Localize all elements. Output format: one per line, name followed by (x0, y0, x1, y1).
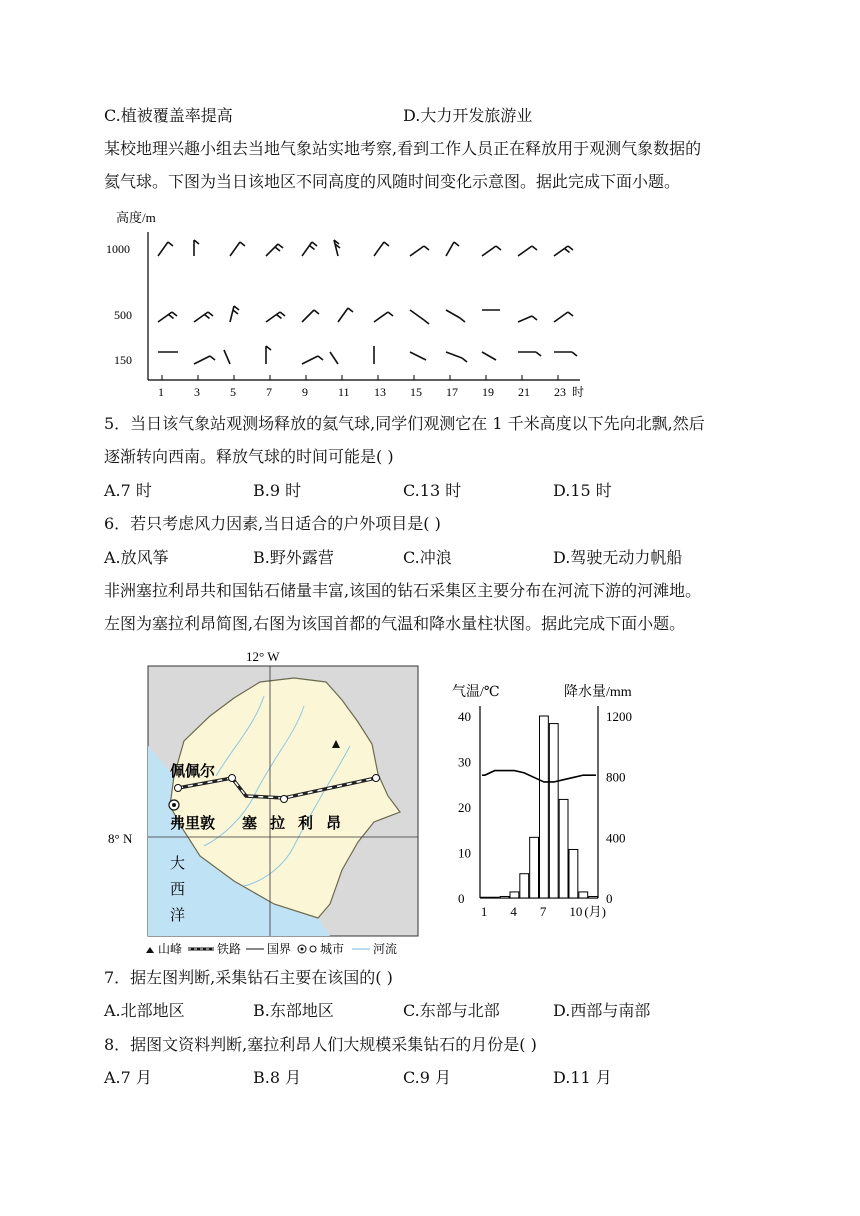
wind-barb (554, 352, 577, 356)
month-tick-label: 1 (480, 904, 488, 919)
precip-bar (559, 799, 568, 898)
wind-barb (338, 308, 353, 322)
option-d: D.大力开发旅游业 (403, 106, 533, 125)
legend-peak: 山峰 (158, 942, 183, 956)
wind-x-tick-label: 9 (302, 385, 308, 399)
precip-tick-label: 800 (606, 769, 626, 785)
wind-barb (518, 352, 541, 356)
wind-x-tick-label: 3 (194, 385, 200, 399)
precip-tick-label: 1200 (606, 709, 632, 724)
wind-barb (554, 312, 573, 322)
wind-barb (230, 306, 239, 322)
wind-barb (266, 346, 271, 364)
temp-axis-title: 气温/℃ (452, 685, 500, 700)
q6-option-b: B.野外露营 (253, 548, 334, 567)
wind-barb (224, 350, 230, 364)
wind-barb (302, 310, 319, 322)
wind-barb (482, 352, 496, 360)
wind-x-tick-label: 21 (518, 385, 530, 399)
wind-y-axis-title: 高度/m (116, 210, 156, 225)
wind-barb (518, 316, 537, 322)
precip-bar (481, 897, 490, 898)
precip-bar (500, 896, 509, 898)
wind-barb (410, 246, 429, 256)
ocean-name-char: 洋 (170, 908, 186, 924)
wind-barb (194, 356, 215, 364)
wind-barb (518, 246, 537, 256)
wind-x-unit: 时 (572, 385, 585, 399)
temp-tick-label: 30 (458, 754, 471, 770)
wind-barb (410, 310, 429, 324)
q5-line1: 5．当日该气象站观测场释放的氦气球,同学们观测它在 1 千米高度以下先向北飘,然后 (104, 414, 705, 433)
temp-tick-label: 20 (458, 800, 471, 815)
country-name-char: 塞 (242, 816, 258, 832)
wind-y-tick: 1000 (106, 242, 130, 256)
wind-x-tick-label: 7 (266, 385, 272, 399)
precip-bar (540, 716, 549, 898)
q6-stem: 6．若只考虑风力因素,当日适合的户外项目是( ) (104, 514, 441, 533)
q8-option-c: C.9 月 (403, 1068, 452, 1087)
wind-barb (330, 352, 338, 364)
wind-barb (446, 310, 465, 322)
wind-x-tick-label: 23 (554, 385, 566, 399)
wind-barb (410, 352, 426, 360)
precip-bar (530, 837, 539, 898)
precip-bar (569, 849, 578, 898)
city-peipeier: 佩佩尔 (170, 764, 216, 780)
precip-bar (510, 892, 519, 898)
wind-barb (302, 356, 323, 364)
longitude-label: 12° W (246, 649, 280, 664)
q5-line2: 逐渐转向西南。释放气球的时间可能是( ) (104, 447, 394, 466)
legend-railway: 铁路 (217, 942, 242, 956)
ocean-name-char: 西 (170, 882, 186, 898)
option-c: C.植被覆盖率提高 (104, 106, 233, 125)
precip-bar (589, 896, 598, 898)
month-tick-label: 7 (539, 904, 547, 919)
wind-y-tick: 150 (114, 353, 132, 367)
wind-barb (158, 312, 177, 322)
q8-option-a: A.7 月 (104, 1068, 152, 1087)
month-tick-label: 4 (510, 904, 517, 919)
precip-bar (490, 897, 499, 898)
climate-chart (450, 676, 670, 926)
q6-option-a: A.放风筝 (104, 548, 169, 567)
q8-stem: 8．据图文资料判断,塞拉利昂人们大规模采集钻石的月份是( ) (104, 1035, 537, 1054)
intro1-line2: 氦气球。下图为当日该地区不同高度的风随时间变化示意图。据此完成下面小题。 (104, 172, 681, 191)
legend-border: 国界 (267, 942, 292, 956)
temp-tick-label: 40 (458, 709, 471, 724)
wind-barb (446, 242, 459, 256)
wind-barb (374, 312, 393, 322)
month-unit: (月) (584, 904, 607, 919)
intro1-line1: 某校地理兴趣小组去当地气象站实地考察,看到工作人员正在释放用于观测气象数据的 (104, 139, 702, 158)
country-name-char: 昂 (326, 816, 342, 832)
wind-barb (554, 246, 573, 256)
intro2-line1: 非洲塞拉利昂共和国钻石储量丰富,该国的钻石采集区主要分布在河流下游的河滩地。 (104, 581, 702, 600)
wind-barb (194, 240, 199, 256)
q6-option-c: C.冲浪 (403, 548, 452, 567)
wind-barb (302, 242, 317, 256)
wind-barb (194, 312, 213, 322)
q7-option-d: D.西部与南部 (553, 1001, 651, 1020)
wind-chart (100, 204, 700, 404)
q5-option-c: C.13 时 (403, 481, 462, 500)
latitude-label: 8° N (108, 831, 133, 846)
q8-option-d: D.11 月 (553, 1068, 612, 1087)
wind-x-tick-label: 15 (410, 385, 422, 399)
wind-barb (266, 244, 283, 256)
q5-option-d: D.15 时 (553, 481, 612, 500)
q8-option-b: B.8 月 (253, 1068, 302, 1087)
precip-tick-label: 400 (606, 830, 626, 846)
q6-option-d: D.驾驶无动力帆船 (553, 548, 683, 567)
legend-city: 城市 (320, 942, 345, 956)
precip-bar (579, 892, 588, 898)
q7-stem: 7．据左图判断,采集钻石主要在该国的( ) (104, 968, 393, 987)
country-name-char: 拉 (270, 816, 286, 832)
wind-barb (374, 242, 389, 256)
wind-barb (266, 312, 285, 322)
map-legend (146, 941, 397, 956)
q5-option-b: B.9 时 (253, 481, 302, 500)
wind-x-tick-label: 17 (446, 385, 458, 399)
precip-bar (549, 724, 558, 898)
city-freetown: 弗里敦 (170, 816, 216, 832)
wind-x-tick-label: 5 (230, 385, 236, 399)
legend-river: 河流 (373, 942, 398, 956)
q5-option-a: A.7 时 (104, 481, 152, 500)
ocean-name-char: 大 (170, 856, 186, 872)
precip-tick-label: 0 (606, 891, 613, 906)
wind-barb (482, 246, 501, 256)
temp-tick-label: 0 (458, 891, 465, 906)
q7-option-c: C.东部与北部 (403, 1001, 500, 1020)
precip-axis-title: 降水量/mm (564, 685, 632, 700)
wind-y-tick: 500 (114, 308, 132, 322)
temp-tick-label: 10 (458, 845, 471, 861)
country-name-char: 利 (298, 816, 314, 832)
precip-bar (520, 874, 529, 898)
month-tick-label: 10 (569, 904, 583, 919)
wind-x-tick-label: 1 (158, 385, 164, 399)
q7-option-b: B.东部地区 (253, 1001, 334, 1020)
intro2-line2: 左图为塞拉利昂简图,右图为该国首都的气温和降水量柱状图。据此完成下面小题。 (104, 614, 686, 633)
sierra-leone-map (104, 646, 434, 956)
wind-x-tick-label: 13 (374, 385, 386, 399)
wind-barb (158, 242, 173, 256)
wind-x-tick-label: 19 (482, 385, 494, 399)
wind-x-tick-label: 11 (338, 385, 350, 399)
wind-barb (446, 352, 467, 362)
wind-barb (230, 242, 245, 256)
wind-barb (334, 240, 340, 256)
q7-option-a: A.北部地区 (104, 1001, 185, 1020)
